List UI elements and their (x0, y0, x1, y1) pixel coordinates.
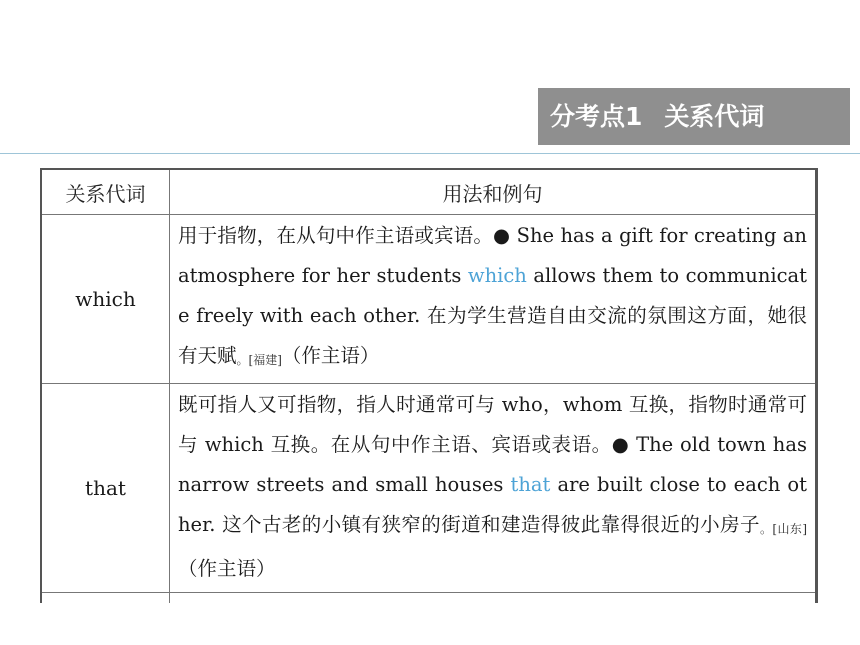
empty-cell (170, 593, 817, 604)
function-note: （作主语） (281, 344, 380, 367)
usage-cell (170, 384, 817, 593)
empty-cell (41, 593, 170, 604)
table-row (41, 215, 817, 384)
example-text: The old town has narrow streets and small houses (178, 433, 807, 496)
function-note: （作主语） (178, 557, 276, 580)
example-text-rest: are built close to each other. (178, 473, 808, 536)
section-title: 关系代词 (664, 102, 765, 131)
relative-pronoun-table (40, 168, 818, 603)
example-text: She has a gift for creating an atmosphere for her students (178, 224, 807, 287)
example-text-rest: allows them to communicate freely with each other. (178, 264, 807, 327)
section-number: 分考点1 (550, 102, 643, 131)
table-row (41, 384, 817, 593)
usage-text: 用于指物，在从句中作主语或宾语。 (178, 224, 494, 247)
source-tag: 。[山东] (759, 522, 807, 536)
pronoun-cell: that (41, 384, 170, 593)
divider-rule (0, 153, 860, 154)
source-tag: 。[福建] (236, 353, 282, 367)
bullet-icon: ● (611, 433, 630, 456)
header-usage: 用法和例句 (170, 169, 817, 215)
table-header-row (41, 169, 817, 215)
usage-cell (170, 215, 817, 384)
example-highlight: which (467, 264, 527, 287)
table-row-partial (41, 593, 817, 604)
pronoun-cell: which (41, 215, 170, 384)
example-highlight: that (510, 473, 551, 496)
header-pronoun: 关系代词 (41, 169, 170, 215)
translation-text: 这个古老的小镇有狭窄的街道和建造得彼此靠得很近的小房子 (215, 513, 760, 536)
usage-text: 既可指人又可指物，指人时通常可与 who，whom 互换，指物时通常可与 which 互换。在从句中作主语、宾语或表语。 (178, 393, 807, 456)
section-badge (538, 88, 850, 145)
bullet-icon: ● (493, 224, 511, 247)
translation-text: 在为学生营造自由交流的氛围这方面，她很有天赋 (178, 304, 807, 367)
